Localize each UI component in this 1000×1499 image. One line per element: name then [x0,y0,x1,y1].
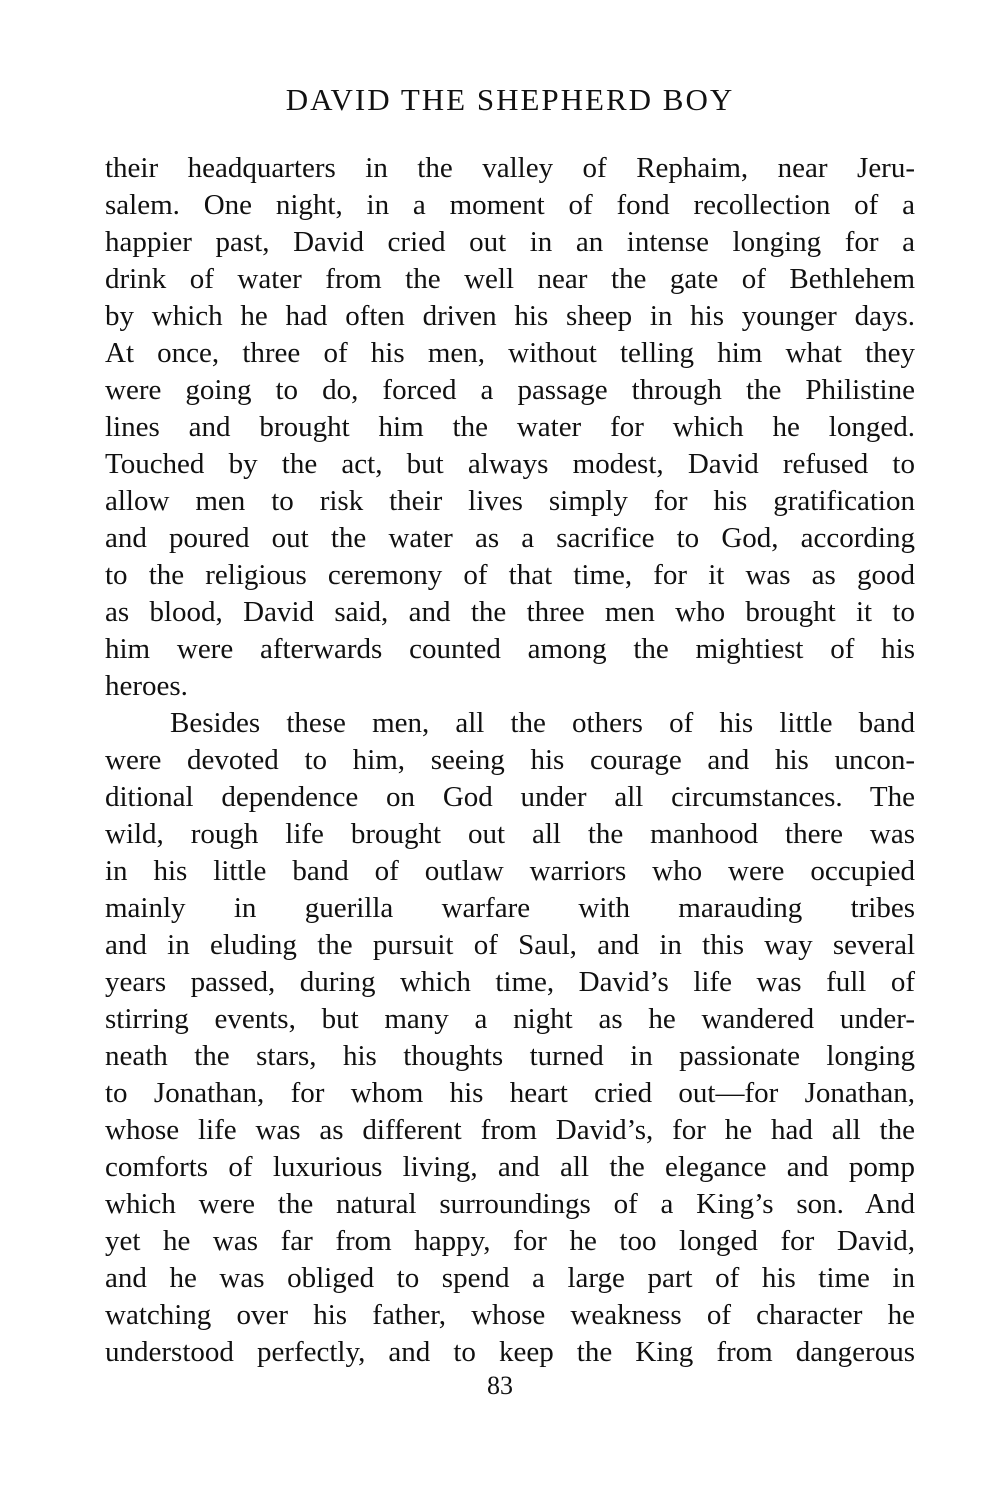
body-text [105,150,915,1371]
text-line: allow men to risk their lives simply for his gratification [105,485,915,517]
text-line: understood perfectly, and to keep the King from dangerous [105,1336,915,1368]
text-line: ditional dependence on God under all circumstances. The [105,781,915,813]
text-line: by which he had often driven his sheep in his younger days. [105,300,915,332]
text-line: watching over his father, whose weakness of character he [105,1299,915,1331]
text-line: neath the stars, his thoughts turned in passionate longing [105,1040,915,1072]
text-line: years passed, during which time, David’s life was full of [105,966,915,998]
text-line: to Jonathan, for whom his heart cried out—for Jonathan, [105,1077,915,1109]
text-line: At once, three of his men, without telling him what they [105,337,915,369]
text-line: to the religious ceremony of that time, for it was as good [105,559,915,591]
text-line: and in eluding the pursuit of Saul, and in this way several [105,929,915,961]
text-line: which were the natural surroundings of a King’s son. And [105,1188,915,1220]
text-line: and he was obliged to spend a large part of his time in [105,1262,915,1294]
text-line: Touched by the act, but always modest, David refused to [105,448,915,480]
text-line: heroes. [105,670,188,702]
running-title: DAVID THE SHEPHERD BOY [285,82,735,117]
text-line: were devoted to him, seeing his courage and his uncon- [105,744,915,776]
text-line: in his little band of outlaw warriors who were occupied [105,855,915,887]
text-line: whose life was as different from David’s, for he had all the [105,1114,915,1146]
text-line: stirring events, but many a night as he wandered under- [105,1003,915,1035]
text-line: as blood, David said, and the three men who brought it to [105,596,915,628]
text-line: wild, rough life brought out all the manhood there was [105,818,915,850]
page-number: 83 [487,1371,513,1400]
text-line: happier past, David cried out in an intense longing for a [105,226,915,258]
text-line: yet he was far from happy, for he too longed for David, [105,1225,915,1257]
text-line: comforts of luxurious living, and all the elegance and pomp [105,1151,915,1183]
text-line: lines and brought him the water for which he longed. [105,411,915,443]
paragraph-2 [105,705,915,1371]
text-line: him were afterwards counted among the mightiest of his [105,633,915,665]
text-line: were going to do, forced a passage through the Philistine [105,374,915,406]
text-line: and poured out the water as a sacrifice to God, according [105,522,915,554]
text-line: mainly in guerilla warfare with marauding tribes [105,892,915,924]
paragraph-1 [105,150,915,705]
text-line: drink of water from the well near the gate of Bethlehem [105,263,915,295]
text-line: Besides these men, all the others of his little band [170,707,915,739]
text-line: their headquarters in the valley of Rephaim, near Jeru- [105,152,915,184]
text-line: salem. One night, in a moment of fond recollection of a [105,189,915,221]
